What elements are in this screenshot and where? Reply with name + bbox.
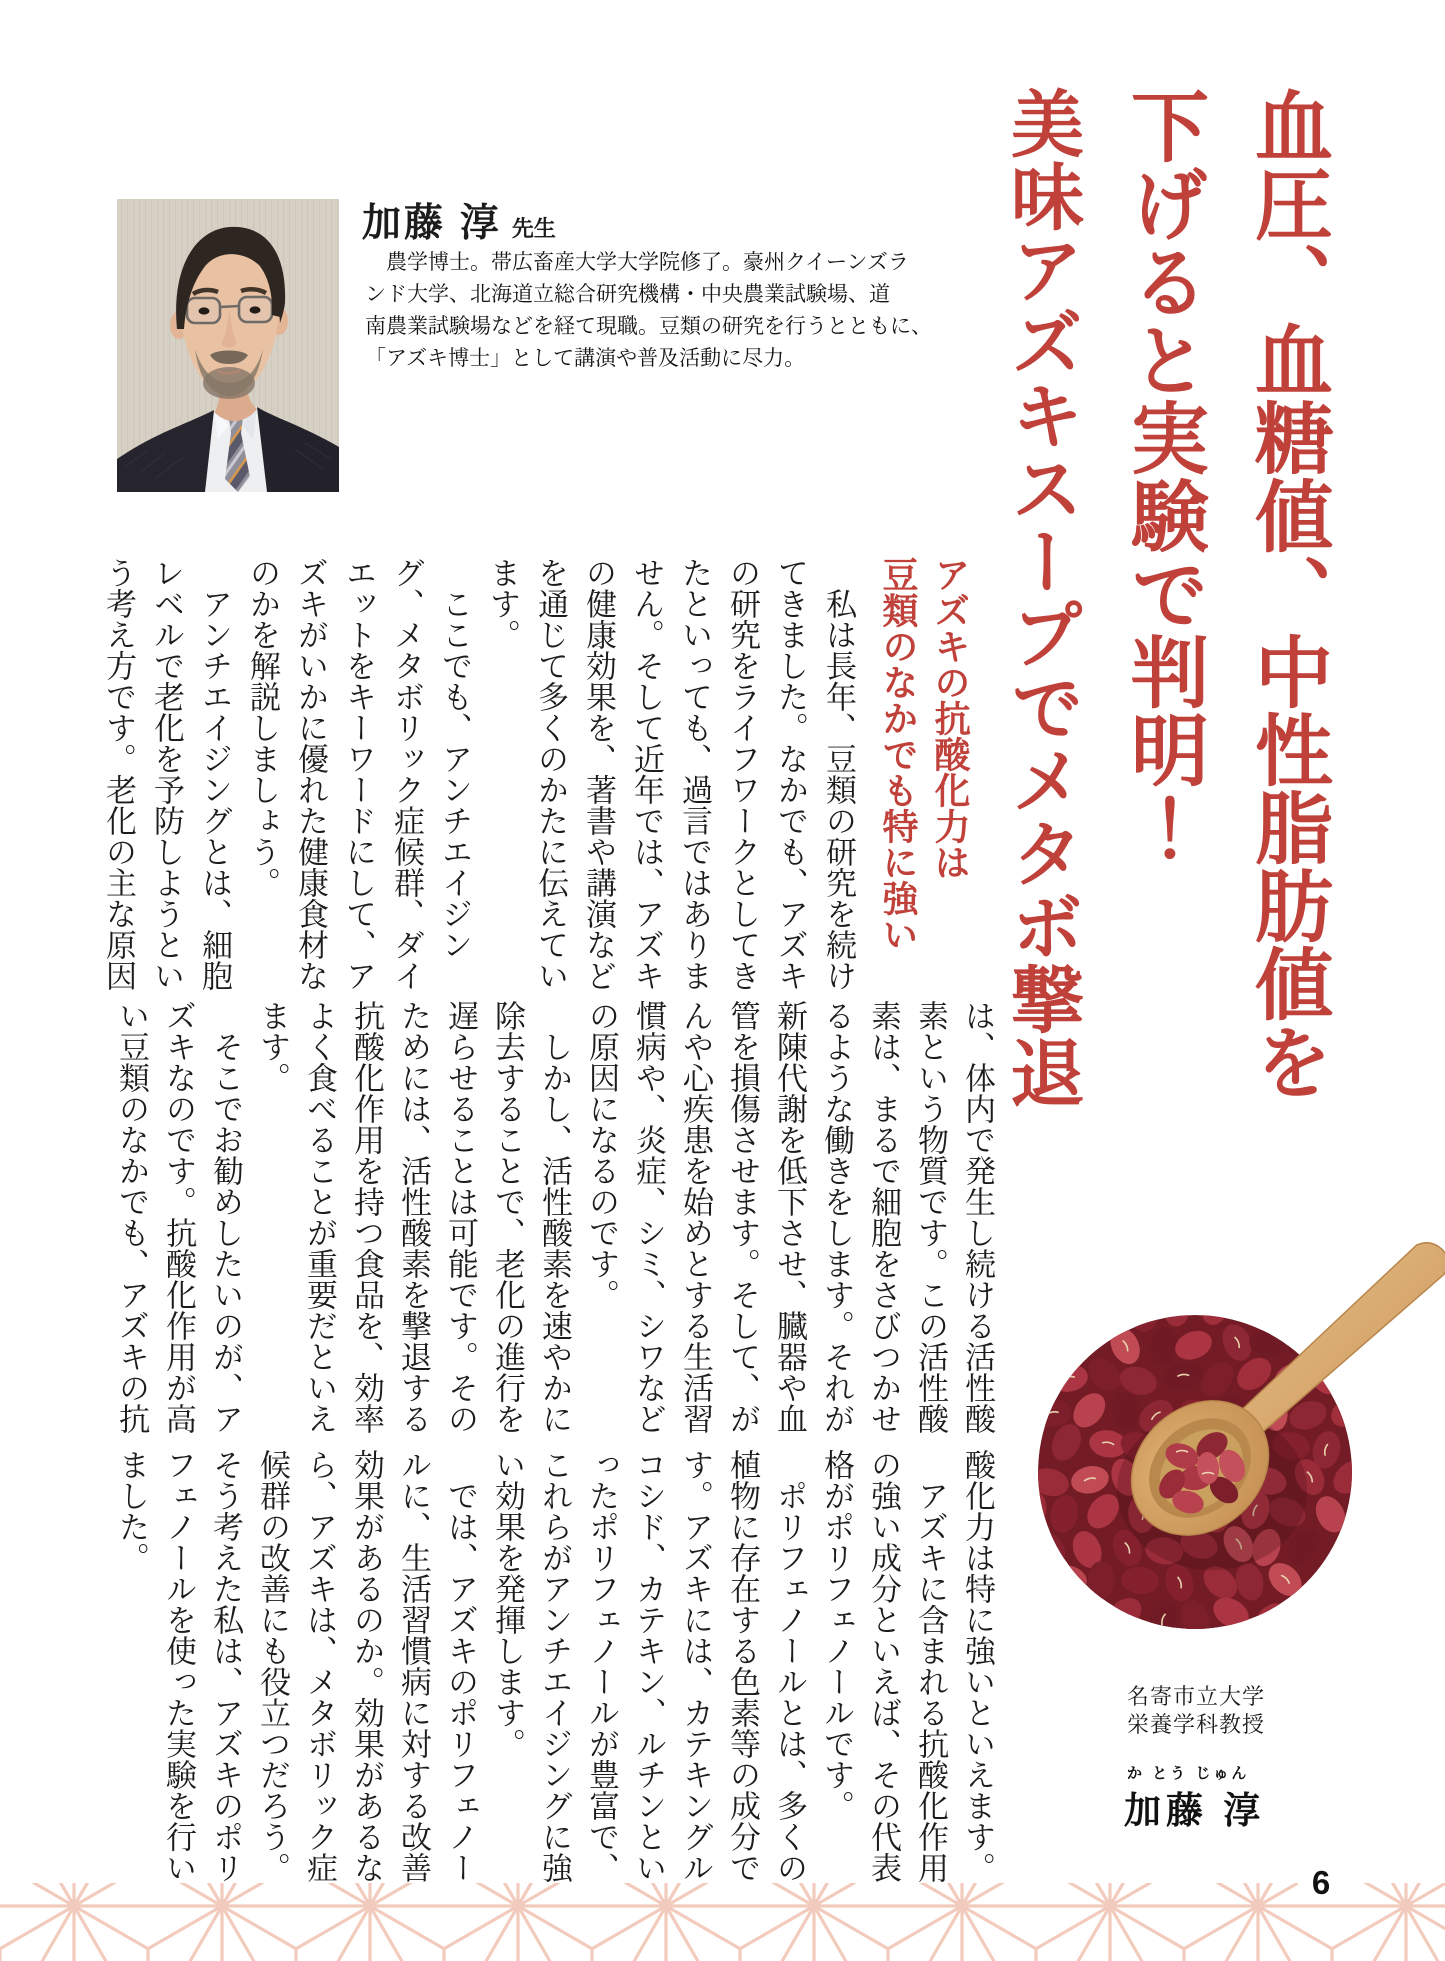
headline-line: 血圧、血糖値、中性脂肪値を [1244, 86, 1332, 1100]
paragraph: では、アズキのポリフェノールに、生活習慣病に対する改善効果があるのか。効果があるなら、アズキは、メタボリック症候群の改善にも役立つだろう。そう考えた私は、アズキのポリフェノールを使った実験を行いました。 [114, 1449, 478, 1883]
headline-line: 美味アズキスープでメタボ撃退 [1000, 86, 1081, 1108]
body-text-band-3 [107, 1449, 1001, 1887]
body-text-band-2 [107, 1000, 1001, 1437]
paragraph: そこでお勧めしたいのが、アズキなのです。抗酸化作用が高い豆類のなかでも、アズキの抗 [114, 1000, 243, 1434]
paragraph: 酸化力は特に強いといえます。 [960, 1449, 995, 1883]
profile-name-suffix: 先生 [511, 216, 556, 241]
profile-name [362, 192, 556, 248]
main-headline [976, 86, 1350, 1196]
bio-line: 南農業試験場などを経て現職。豆類の研究を行うとともに、 [365, 315, 932, 338]
subhead-line: 豆類のなかでも特に強い [878, 556, 919, 952]
bio-line: 「アズキ博士」として講演や普及活動に尽力。 [365, 347, 806, 370]
profile-name-kanji: 加藤 淳 [362, 202, 502, 245]
credit-university: 名寄市立大学 [1127, 1684, 1266, 1709]
bio-line: ンド大学、北海道立総合研究機構・中央農業試験場、道 [365, 283, 890, 306]
paragraph: 私は長年、豆類の研究を続けてきました。なかでも、アズキの研究をライフワークとしてきたといっても、過言ではありません。そして近年では、アズキの健康効果を、著書や講演などを通じて多くのかたに伝えています。 [485, 557, 856, 991]
paragraph: アズキに含まれる抗酸化作用の強い成分といえば、その代表格がポリフェノールです。 [819, 1449, 948, 1883]
paragraph: ここでも、アンチエイジング、メタボリック症候群、ダイエットをキーワードにして、アズキがいかに優れた健康食材なのかを解説しましょう。 [245, 557, 472, 991]
subhead-line: アズキの抗酸化力は [930, 556, 971, 880]
paragraph: ポリフェノールとは、多くの植物に存在する色素等の成分です。アズキには、カテキングルコシド、カテキン、ルチンといったポリフェノールが豊富で、これらがアンチエイジングに強い効果を発揮します。 [490, 1449, 807, 1883]
credit-furigana: か とう じゅん [1127, 1765, 1250, 1782]
body-text-band-1 [94, 557, 862, 994]
profile-bio [365, 247, 932, 375]
bio-line: 農学博士。帯広畜産大学大学院修了。豪州クイーンズラ [365, 251, 909, 274]
azuki-beans-photo [1036, 1240, 1445, 1632]
professor-photo [117, 199, 339, 492]
asanoha-pattern-footer [0, 1883, 1445, 1961]
credit-name: 加藤 淳 [1124, 1790, 1266, 1831]
credit-affiliation [1127, 1683, 1265, 1739]
page-number: 6 [1298, 1864, 1344, 1902]
headline-line: 下げると実験で判明！ [1120, 86, 1208, 866]
paragraph: しかし、活性酸素を速やかに除去することで、老化の進行を遅らせることは可能です。そのためには、活性酸素を撃退する抗酸化作用を持つ食品を、効率よく食べることが重要だといえます。 [255, 1000, 572, 1434]
paragraph: は、体内で発生し続ける活性酸素という物質です。この活性酸素は、まるで細胞をさびつかせるような働きをします。それが新陳代謝を低下させ、臓器や血管を損傷させます。そして、がんや心疾患を始めとする生活習慣病や、炎症、シミ、シワなどの原因になるのです。 [584, 1000, 995, 1434]
credit-title: 栄養学科教授 [1127, 1712, 1266, 1737]
paragraph: アンチエイジングとは、細胞レベルで老化を予防しようという考え方です。老化の主な原因 [101, 557, 232, 991]
sub-headline [870, 556, 976, 1006]
